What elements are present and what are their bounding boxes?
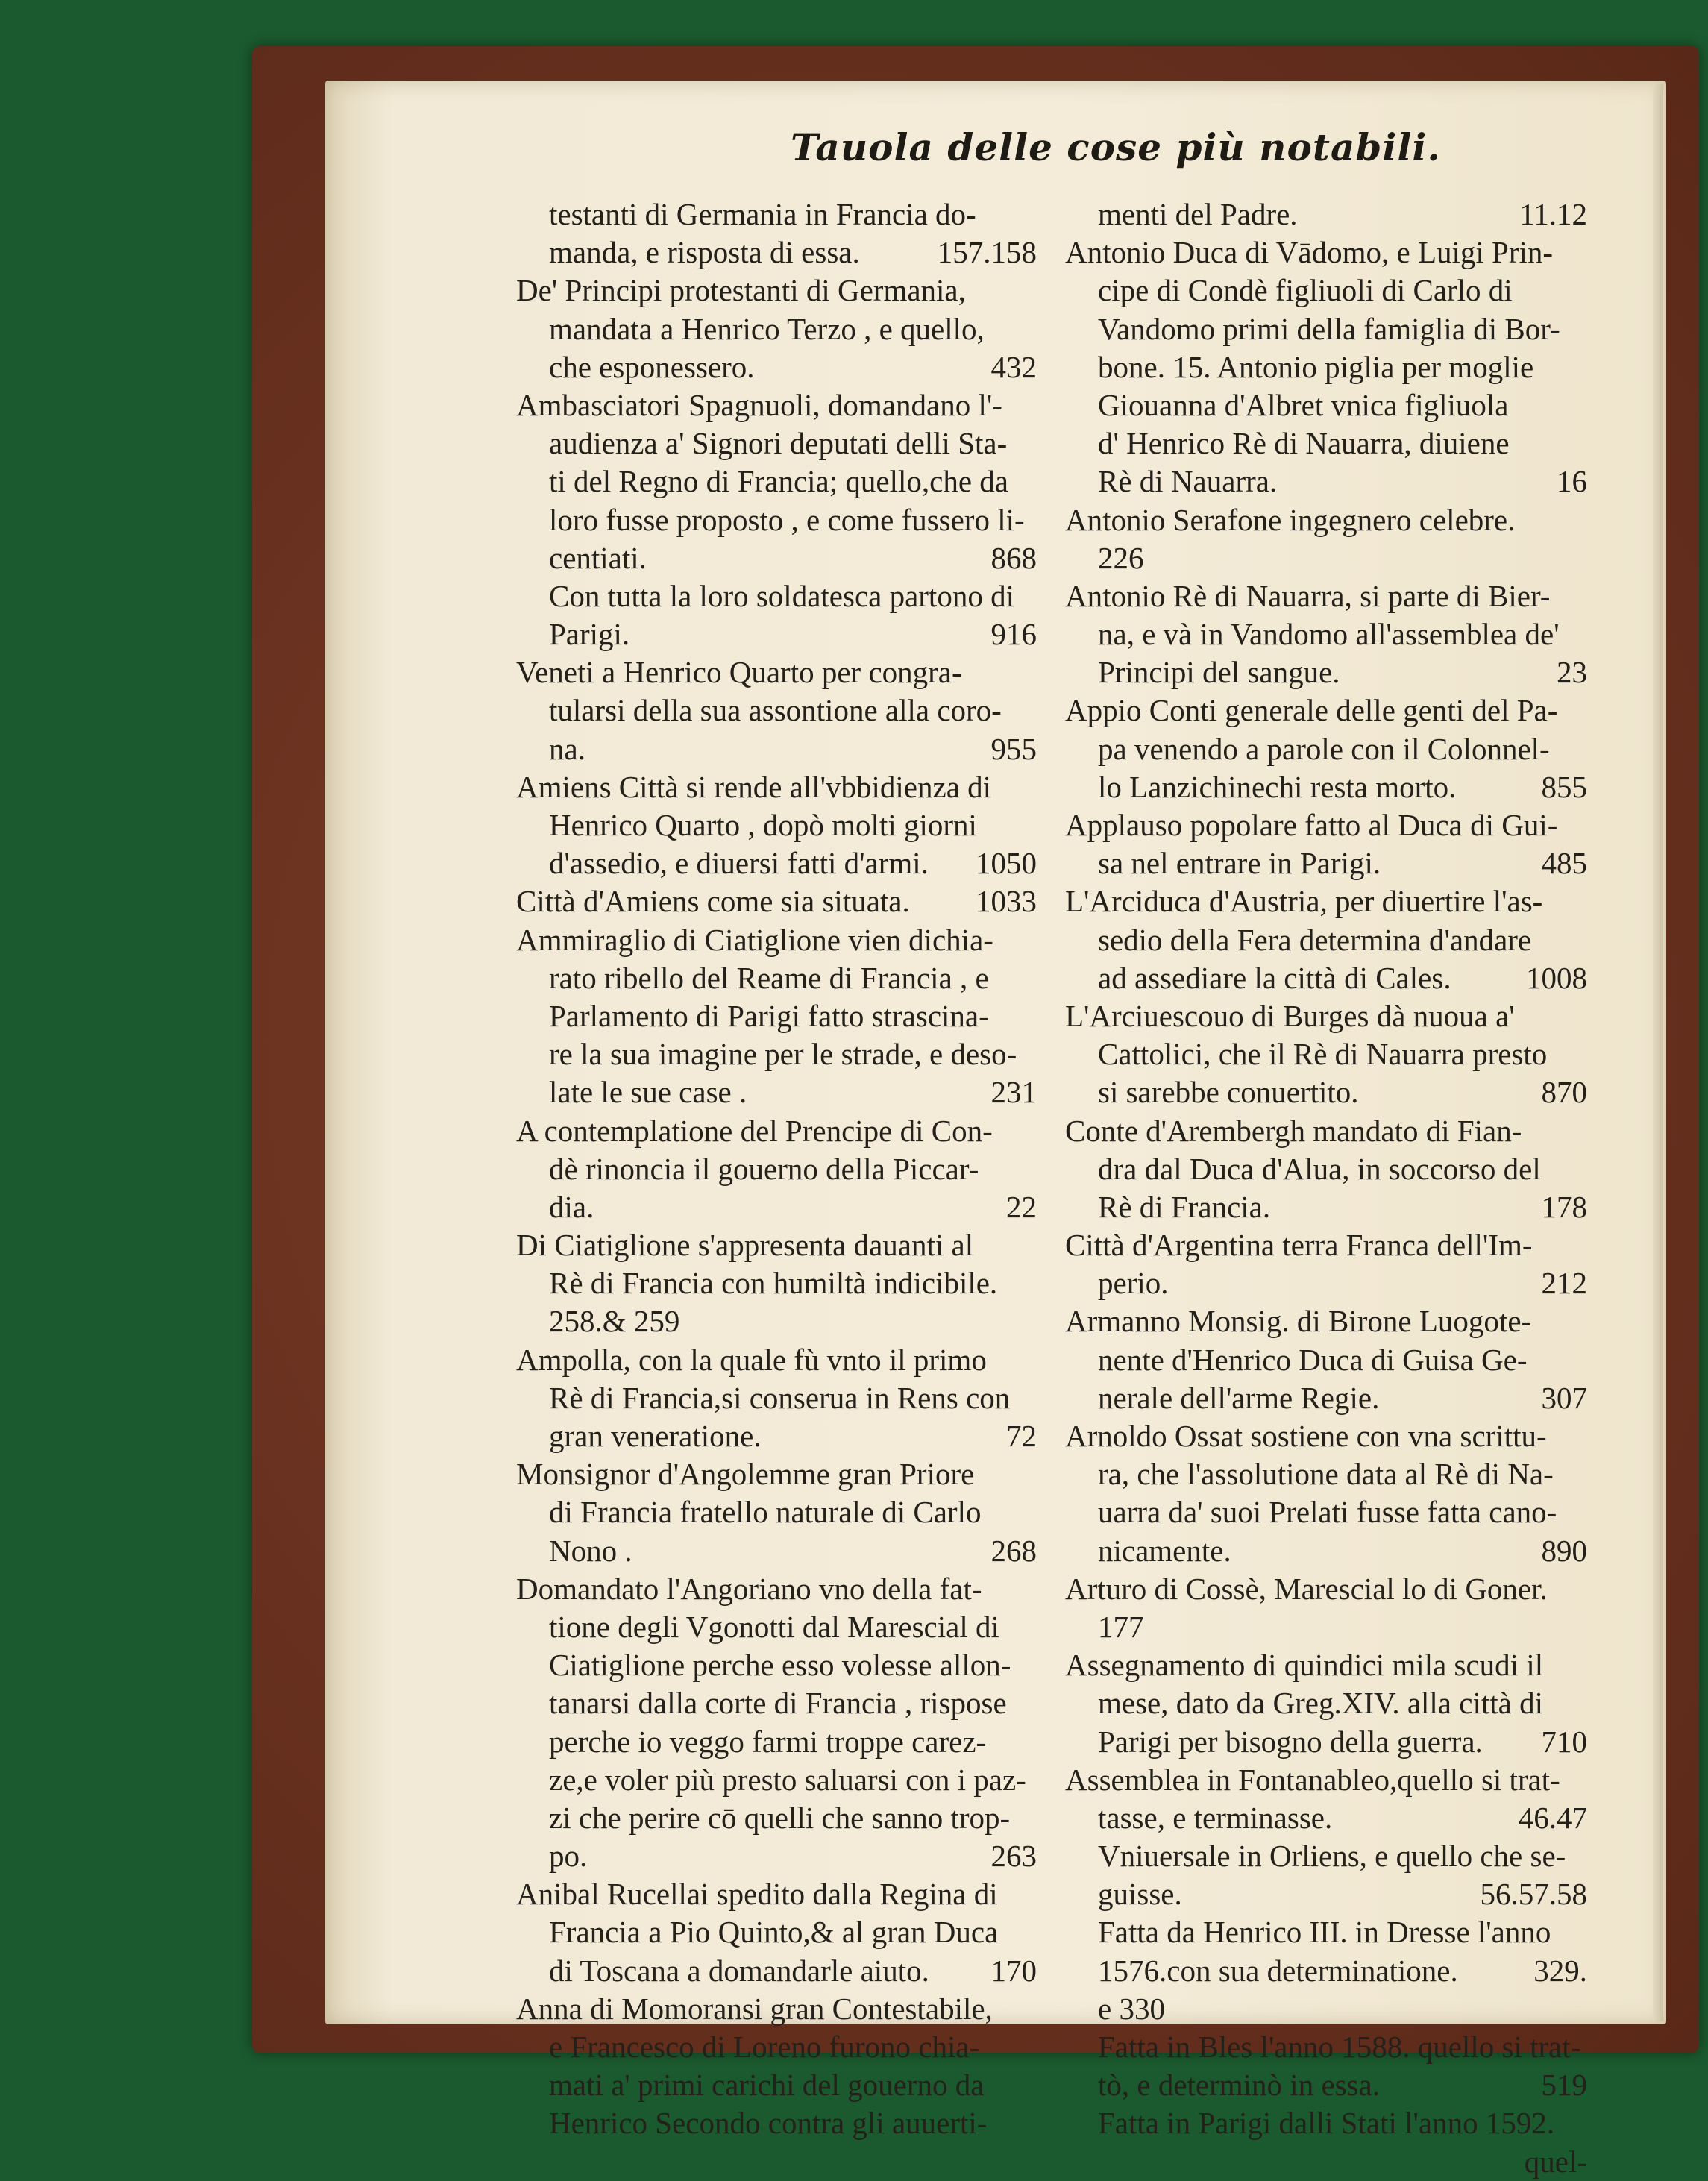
index-line (1065, 1150, 1587, 1188)
page-reference: 1008 (1526, 960, 1587, 995)
index-entry-text: Nono . (549, 1533, 632, 1568)
index-entry-text: Conte d'Arembergh mandato di Fian- (1065, 1113, 1522, 1148)
index-entry-text: Di Ciatiglione s'appresenta dauanti al (516, 1228, 974, 1263)
index-line (1065, 1112, 1587, 1150)
index-entry-text: Giouanna d'Albret vnica figliuola (1098, 387, 1509, 422)
index-entry-text: Città d'Argentina terra Franca dell'Im- (1065, 1228, 1533, 1263)
index-line (516, 1646, 1037, 1684)
index-line (516, 501, 1037, 539)
index-line (1065, 1073, 1587, 1111)
index-entry-text: Veneti a Henrico Quarto per congra- (516, 655, 962, 690)
index-line (1065, 1684, 1587, 1722)
index-line (1065, 615, 1587, 653)
page-reference: 46.47 (1518, 1800, 1587, 1835)
index-entry-text: Fatta da Henrico III. in Dresse l'anno (1098, 1915, 1551, 1950)
index-entry-text: mese, dato da Greg.XIV. alla città di (1098, 1686, 1543, 1721)
index-line (516, 959, 1037, 997)
page-reference: 329. (1533, 1953, 1587, 1988)
index-entry-text: perche io veggo farmi troppe carez- (549, 1724, 987, 1759)
index-entry-text: Rè di Francia. (1098, 1189, 1271, 1224)
index-entry-text: Francia a Pio Quinto,& al gran Duca (549, 1915, 999, 1950)
page-reference: 268 (990, 1533, 1037, 1568)
index-entry-text: mati a' primi carichi del gouerno da (549, 2068, 985, 2103)
page-reference: 231 (990, 1075, 1037, 1110)
index-entry-text: Fatta in Bles l'anno 1588. quello si trat- (1098, 2030, 1581, 2064)
index-entry-text: mandata a Henrico Terzo , e quello, (549, 311, 985, 346)
index-line (516, 233, 1037, 272)
index-entry-text: Parigi per bisogno della guerra. (1098, 1724, 1483, 1759)
index-entry-text: Rè di Francia con humiltà indicibile. (549, 1266, 998, 1301)
index-entry-text: Amiens Città si rende all'vbbidienza di (516, 769, 992, 804)
index-entry-text: Armanno Monsig. di Birone Luogote- (1065, 1304, 1532, 1339)
index-line (516, 1112, 1037, 1150)
index-line (516, 1952, 1037, 1990)
index-entry-text: nente d'Henrico Duca di Guisa Ge- (1098, 1342, 1528, 1377)
page-reference: 157.158 (937, 235, 1037, 270)
index-line (516, 2028, 1037, 2066)
index-line (1065, 272, 1587, 310)
page-reference: 870 (1541, 1075, 1587, 1110)
index-entry-text: Con tutta la loro soldatesca partono di (549, 578, 1014, 613)
index-entry-text: 1576.con sua determinatione. (1098, 1953, 1458, 1988)
index-entry-text: na, e và in Vandomo all'assemblea de' (1098, 617, 1560, 652)
index-entry-text: Principi del sangue. (1098, 655, 1340, 690)
index-entry-text: lo Lanzichinechi resta morto. (1098, 769, 1457, 804)
index-line (516, 1379, 1037, 1417)
index-entry-text: e 330 (1098, 1991, 1165, 2026)
index-line (1065, 386, 1587, 424)
index-entry-text: ti del Regno di Francia; quello,che da (549, 464, 1008, 499)
index-entry-text: Parlamento di Parigi fatto strascina- (549, 998, 989, 1033)
page-reference: 22 (1006, 1189, 1037, 1224)
index-entry-text: Henrico Quarto , dopò molti giorni (549, 808, 977, 842)
page-reference: 955 (990, 731, 1037, 766)
index-entry-text: ad assediare la città di Cales. (1098, 960, 1451, 995)
index-entry-text: Antonio Duca di Vādomo, e Luigi Prin- (1065, 235, 1554, 270)
index-entry-text: Parigi. (549, 617, 630, 652)
page-reference: 1033 (976, 884, 1037, 919)
index-line (1065, 539, 1587, 577)
page-reference: quel- (1524, 2144, 1587, 2179)
page-reference: 485 (1541, 846, 1587, 881)
index-entry-text: manda, e risposta di essa. (549, 235, 860, 270)
index-line (516, 1723, 1037, 1761)
index-entry-text: sedio della Fera determina d'andare (1098, 922, 1532, 957)
page-reference: 263 (990, 1839, 1037, 1874)
index-line (516, 424, 1037, 462)
page-reference: 56.57.58 (1480, 1877, 1587, 1912)
index-line (1065, 462, 1587, 500)
index-line (516, 1570, 1037, 1608)
index-line (516, 806, 1037, 844)
index-entry-text: ze,e voler più presto saluarsi con i paz- (549, 1762, 1026, 1797)
index-line (516, 1417, 1037, 1455)
index-line (1065, 1913, 1587, 1951)
index-entry-text: nicamente. (1098, 1533, 1231, 1568)
index-entry-text: Rè di Nauarra. (1098, 464, 1278, 499)
index-line (516, 539, 1037, 577)
index-line (1065, 921, 1587, 959)
index-entry-text: guisse. (1098, 1877, 1182, 1912)
index-entry-text: d'assedio, e diuersi fatti d'armi. (549, 846, 929, 881)
index-line (516, 577, 1037, 615)
index-entry-text: tò, e determinò in essa. (1098, 2068, 1381, 2103)
index-line (1065, 1302, 1587, 1340)
index-entry-text: zi che perire cō quelli che sanno trop- (549, 1800, 1011, 1835)
index-entry-text: cipe di Condè figliuoli di Carlo di (1098, 273, 1513, 308)
index-line (1065, 1188, 1587, 1226)
index-entry-text: dia. (549, 1189, 594, 1224)
index-line (516, 921, 1037, 959)
index-line (1065, 2143, 1587, 2181)
index-line (1065, 1608, 1587, 1646)
index-entry-text: loro fusse proposto , e come fussero li- (549, 502, 1025, 537)
index-line (1065, 1837, 1587, 1875)
index-line (516, 997, 1037, 1035)
index-entry-text: e Francesco di Loreno furono chia- (549, 2030, 980, 2064)
index-line (1065, 1341, 1587, 1379)
index-entry-text: Appio Conti generale delle genti del Pa- (1065, 693, 1558, 728)
index-entry-text: Antonio Serafone ingegnero celebre. (1065, 502, 1516, 537)
index-entry-text: gran veneratione. (549, 1419, 762, 1453)
index-line (1065, 1761, 1587, 1799)
index-entry-text: pa venendo a parole con il Colonnel- (1098, 731, 1550, 766)
index-line (516, 691, 1037, 729)
index-entry-text: bone. 15. Antonio piglia per moglie (1098, 349, 1534, 384)
index-line (1065, 424, 1587, 462)
index-entry-text: sa nel entrare in Parigi. (1098, 846, 1381, 881)
running-head: Tauola delle cose più notabili. (791, 125, 1441, 169)
index-entry-text: Arnoldo Ossat sostiene con vna scrittu- (1065, 1419, 1547, 1453)
index-line (516, 1150, 1037, 1188)
index-line (1065, 1723, 1587, 1761)
page-edge (1653, 84, 1663, 2021)
index-entry-text: rato ribello del Reame di Francia , e (549, 960, 989, 995)
index-line (1065, 1952, 1587, 1990)
page-reference: 212 (1541, 1266, 1587, 1301)
index-line (1065, 691, 1587, 729)
index-line (1065, 1455, 1587, 1493)
index-line (516, 1455, 1037, 1493)
index-line (516, 2104, 1037, 2142)
index-entry-text: Cattolici, che il Rè di Nauarra presto (1098, 1037, 1548, 1072)
index-line (516, 1035, 1037, 1073)
index-line (516, 1875, 1037, 1913)
index-line (516, 1684, 1037, 1722)
index-line (1065, 501, 1587, 539)
index-entry-text: Arturo di Cossè, Marescial lo di Goner. (1065, 1571, 1548, 1606)
index-column-right (1065, 195, 1587, 2181)
page-reference: 170 (990, 1953, 1037, 1988)
index-line (1065, 1035, 1587, 1073)
index-line (516, 1608, 1037, 1646)
index-entry-text: che esponessero. (549, 349, 755, 384)
index-entry-text: Ammiraglio di Ciatiglione vien dichia- (516, 922, 993, 957)
index-line (1065, 768, 1587, 806)
index-entry-text: tularsi della sua assontione alla coro- (549, 693, 1002, 728)
index-line (1065, 1379, 1587, 1417)
index-line (516, 1761, 1037, 1799)
index-line (1065, 577, 1587, 615)
page-reference: 16 (1557, 464, 1587, 499)
index-line (516, 348, 1037, 386)
index-line (516, 1264, 1037, 1302)
index-entry-text: si sarebbe conuertito. (1098, 1075, 1359, 1110)
index-entry-text: di Francia fratello naturale di Carlo (549, 1495, 982, 1530)
index-line (1065, 1646, 1587, 1684)
index-entry-text: Fatta in Parigi dalli Stati l'anno 1592. (1098, 2106, 1555, 2141)
page-reference: 855 (1541, 769, 1587, 804)
index-line (516, 1532, 1037, 1570)
index-entry-text: perio. (1098, 1266, 1169, 1301)
index-entry-text: L'Arciuescouo di Burges dà nuoua a' (1065, 998, 1515, 1033)
index-entry-text: uarra da' suoi Prelati fusse fatta cano- (1098, 1495, 1557, 1530)
index-entry-text: centiati. (549, 540, 647, 575)
index-line (516, 195, 1037, 233)
index-entry-text: tione degli Vgonotti dal Marescial di (549, 1609, 999, 1644)
index-line (516, 653, 1037, 691)
index-line (1065, 1875, 1587, 1913)
index-entry-text: audienza a' Signori deputati delli Sta- (549, 426, 1008, 461)
index-line (516, 1188, 1037, 1226)
index-line (516, 730, 1037, 768)
index-line (516, 272, 1037, 310)
index-line (1065, 1226, 1587, 1264)
index-entry-text: Città d'Amiens come sia situata. (516, 884, 910, 919)
index-entry-text: re la sua imagine per le strade, e deso- (549, 1037, 1017, 1072)
index-entry-text: Assemblea in Fontanableo,quello si trat- (1065, 1762, 1560, 1797)
index-entry-text: dra dal Duca d'Alua, in soccorso del (1098, 1151, 1541, 1186)
index-line (1065, 730, 1587, 768)
index-entry-text: Anibal Rucellai spedito dalla Regina di (516, 1877, 998, 1912)
index-entry-text: Vniuersale in Orliens, e quello che se- (1098, 1839, 1566, 1874)
index-entry-text: De' Principi protestanti di Germania, (516, 273, 966, 308)
index-entry-text: 177 (1098, 1609, 1144, 1644)
index-entry-text: na. (549, 731, 585, 766)
index-entry-text: Assegnamento di quindici mila scudi il (1065, 1648, 1544, 1683)
index-line (1065, 844, 1587, 882)
index-entry-text: di Toscana a domandarle aiuto. (549, 1953, 929, 1988)
index-line (1065, 806, 1587, 844)
page-reference: 710 (1541, 1724, 1587, 1759)
index-entry-text: nerale dell'arme Regie. (1098, 1380, 1380, 1415)
index-line (1065, 2028, 1587, 2066)
index-line (1065, 348, 1587, 386)
index-entry-text: Ampolla, con la quale fù vnto il primo (516, 1342, 987, 1377)
index-line (516, 1073, 1037, 1111)
page-reference: 11.12 (1519, 197, 1587, 231)
index-line (1065, 882, 1587, 920)
index-entry-text: late le sue case . (549, 1075, 747, 1110)
index-entry-text: Antonio Rè di Nauarra, si parte di Bier- (1065, 578, 1551, 613)
index-entry-text: Henrico Secondo contra gli auuerti- (549, 2106, 988, 2141)
index-line (1065, 1799, 1587, 1837)
index-entry-text: po. (549, 1839, 588, 1874)
page-reference: 890 (1541, 1533, 1587, 1568)
page-reference: 868 (990, 540, 1037, 575)
index-line (516, 1226, 1037, 1264)
page-reference: 1050 (976, 846, 1037, 881)
index-line (1065, 1493, 1587, 1531)
index-line (516, 1302, 1037, 1340)
index-line (516, 310, 1037, 348)
index-line (516, 1990, 1037, 2028)
index-entry-text: Domandato l'Angoriano vno della fat- (516, 1571, 982, 1606)
index-line (516, 386, 1037, 424)
index-line (516, 844, 1037, 882)
index-entry-text: testanti di Germania in Francia do- (549, 197, 976, 231)
index-column-left (516, 195, 1037, 2143)
index-line (516, 615, 1037, 653)
page-reference: 519 (1541, 2068, 1587, 2103)
index-entry-text: Monsignor d'Angolemme gran Priore (516, 1457, 975, 1492)
index-line (1065, 2066, 1587, 2104)
index-line (516, 1837, 1037, 1875)
index-line (1065, 233, 1587, 272)
index-entry-text: dè rinoncia il gouerno della Piccar- (549, 1151, 979, 1186)
index-entry-text: Ciatiglione perche esso volesse allon- (549, 1648, 1011, 1683)
index-line (1065, 1532, 1587, 1570)
index-line (1065, 2104, 1587, 2142)
index-line (1065, 1570, 1587, 1608)
index-line (1065, 310, 1587, 348)
index-line (1065, 195, 1587, 233)
index-entry-text: ra, che l'assolutione data al Rè di Na- (1098, 1457, 1554, 1492)
index-line (1065, 1264, 1587, 1302)
index-line (516, 2066, 1037, 2104)
index-entry-text: menti del Padre. (1098, 197, 1298, 231)
index-line (516, 1799, 1037, 1837)
page-reference: 23 (1557, 655, 1587, 690)
page-reference: 72 (1006, 1419, 1037, 1453)
index-line (1065, 1417, 1587, 1455)
page-reference: 307 (1541, 1380, 1587, 1415)
index-entry-text: 226 (1098, 540, 1144, 575)
index-entry-text: d' Henrico Rè di Nauarra, diuiene (1098, 426, 1510, 461)
index-entry-text: Ambasciatori Spagnuoli, domandano l'- (516, 387, 1002, 422)
index-line (1065, 997, 1587, 1035)
index-entry-text: A contemplatione del Prencipe di Con- (516, 1113, 993, 1148)
index-line (516, 768, 1037, 806)
index-entry-text: tanarsi dalla corte di Francia , rispose (549, 1686, 1007, 1721)
index-line (516, 462, 1037, 500)
index-line (516, 1913, 1037, 1951)
index-line (516, 1341, 1037, 1379)
index-entry-text: tasse, e terminasse. (1098, 1800, 1333, 1835)
index-entry-text: Applauso popolare fatto al Duca di Gui- (1065, 808, 1558, 842)
page-reference: 432 (990, 349, 1037, 384)
index-line (1065, 1990, 1587, 2028)
index-line (1065, 959, 1587, 997)
page-reference: 916 (990, 617, 1037, 652)
index-entry-text: L'Arciduca d'Austria, per diuertire l'as- (1065, 884, 1543, 919)
index-line (1065, 653, 1587, 691)
index-entry-text: 258.& 259 (549, 1304, 680, 1339)
page-reference: 178 (1541, 1189, 1587, 1224)
index-entry-text: Rè di Francia,si conserua in Rens con (549, 1380, 1011, 1415)
index-line (516, 1493, 1037, 1531)
index-line (516, 882, 1037, 920)
index-entry-text: Vandomo primi della famiglia di Bor- (1098, 311, 1560, 346)
index-entry-text: Anna di Momoransi gran Contestabile, (516, 1991, 993, 2026)
